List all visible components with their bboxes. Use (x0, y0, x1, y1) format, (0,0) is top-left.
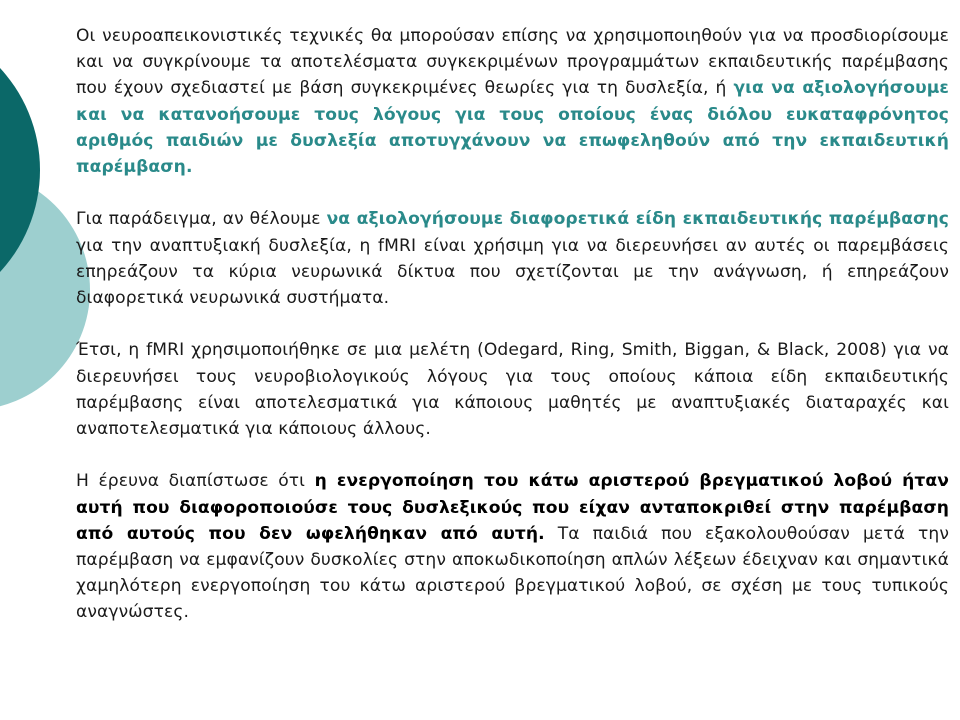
paragraph-2 (76, 206, 949, 311)
paragraph-3 (76, 337, 949, 442)
paragraph-4-text-end: Τα παιδιά που εξακολουθούσαν μετά την παρέμβαση να εμφανίζουν δυσκολίες στην αποκωδικοποίηση απλών λέξεων έδειχναν και σημαντικά χαμηλότερη ενεργοποίηση του κάτω αριστερού βρεγματικού λοβού, σε σχέση με τους τυπικούς αναγνώστες. (76, 523, 949, 623)
paragraph-2-text-start: Για παράδειγμα, αν θέλουμε (76, 209, 327, 230)
paragraph-1 (76, 23, 949, 180)
paragraph-4-emphasis: η ενεργοποίηση του κάτω αριστερού βρεγματικού λοβού ήταν αυτή που διαφοροποιούσε τους δυσλεξικούς που είχαν ανταποκριθεί στην παρέμβαση από αυτούς που δεν ωφελήθηκαν από αυτή. (76, 471, 949, 544)
paragraph-4 (76, 468, 949, 625)
paragraph-4-text-start: Η έρευνα διαπίστωσε ότι (76, 471, 315, 492)
paragraph-2-text-end: για την αναπτυξιακή δυσλεξία, η fMRI είναι χρήσιμη για να διερευνήσει αν αυτές οι παρεμβάσεις επηρεάζουν τα κύρια νευρωνικά δίκτυα που σχετίζονται με την ανάγνωση, ή επηρεάζουν διαφορετικά νευρωνικά συστήματα. (76, 235, 949, 309)
paragraph-2-highlight: να αξιολογήσουμε διαφορετικά είδη εκπαιδευτικής παρέμβασης (326, 209, 949, 230)
slide-body (76, 23, 949, 652)
paragraph-1-highlight: για να αξιολογήσουμε και να κατανοήσουμε τους λόγους για τους οποίους ένας διόλου ευκαταφρόνητος αριθμός παιδιών με δυσλεξία αποτυγχάνουν να επωφεληθούν από την εκπαιδευτική παρέμβαση. (76, 78, 950, 178)
paragraph-1-text: Οι νευροαπεικονιστικές τεχνικές θα μπορούσαν επίσης να χρησιμοποιηθούν για να προσδιορίσουμε και να συγκρίνουμε τα αποτελέσματα συγκεκριμένων προγραμμάτων εκπαιδευτικής παρέμβασης που έχουν σχεδιαστεί με βάση συγκεκριμένες θεωρίες για τη δυσλεξία, ή (76, 26, 949, 99)
paragraph-3-text: Έτσι, η fMRI χρησιμοποιήθηκε σε μια μελέτη (Odegard, Ring, Smith, Biggan, & Black, 2008) για να διερευνήσει τους νευροβιολογικούς λόγους για τους οποίους κάποια είδη εκπαιδευτικής παρέμβασης είναι αποτελεσματικά για κάποιους μαθητές με αναπτυξιακές διαταραχές και αναποτελεσματικά για κάποιους άλλους. (76, 340, 949, 440)
